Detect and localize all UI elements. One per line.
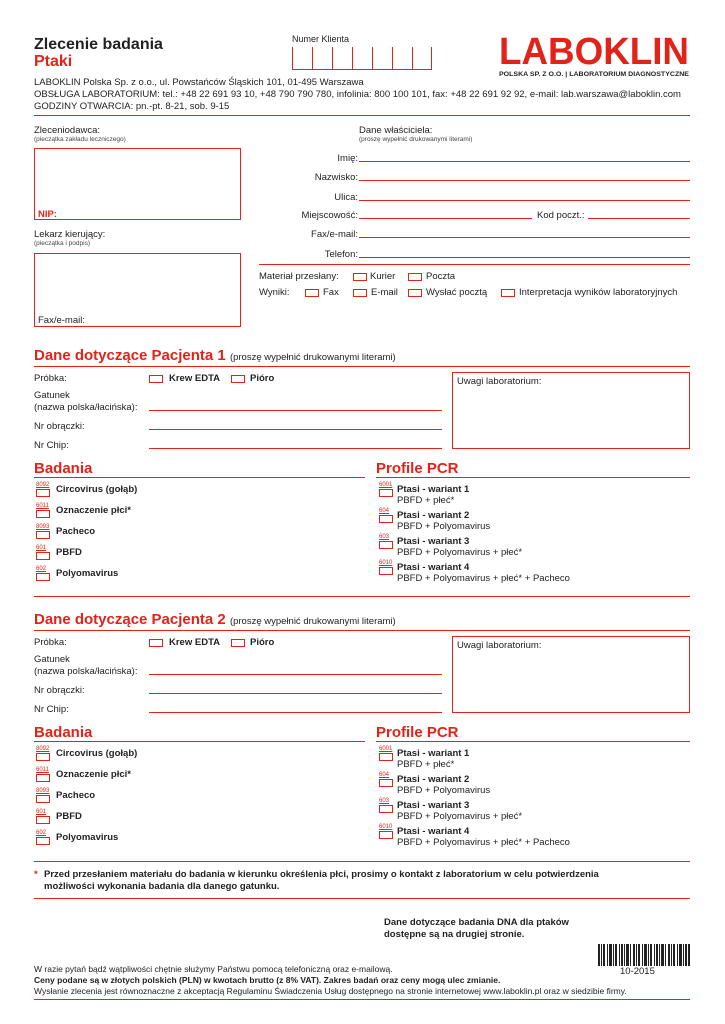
- lab-hours: GODZINY OTWARCIA: pn.-pt. 8-21, sob. 9-15: [34, 101, 230, 112]
- p2-profile-desc: PBFD + Polyomavirus + płeć*: [397, 811, 523, 822]
- form-title: Zlecenie badania: [34, 36, 163, 53]
- p1-test-name: Polyomavirus: [56, 568, 119, 579]
- p2-profile-checkbox-6010[interactable]: [379, 831, 393, 839]
- first-name-label: Imię:: [337, 153, 358, 164]
- lab-address: LABOKLIN Polska Sp. z o.o., ul. Powstańców Śląskich 101, 01-495 Warszawa: [34, 77, 364, 88]
- p1-profile-checkbox-603[interactable]: [379, 541, 393, 549]
- patient2-note: (proszę wypełnić drukowanymi literami): [229, 616, 396, 627]
- p1-lab-notes-label: Uwagi laboratorium:: [457, 376, 542, 387]
- p1-test-checkbox-8093[interactable]: [36, 531, 50, 539]
- p1-test-code: 602: [36, 566, 47, 572]
- p2-test-name: PBFD: [56, 811, 82, 822]
- p1-profile-desc: PBFD + Polyomavirus + płeć*: [397, 547, 523, 558]
- last-name-field[interactable]: [359, 180, 690, 181]
- divider: [34, 741, 365, 742]
- results-fax-checkbox[interactable]: [305, 289, 319, 297]
- divider: [376, 741, 690, 742]
- p1-edta-label: Krew EDTA: [169, 373, 221, 384]
- form-subtitle: Ptaki: [34, 53, 73, 70]
- p2-test-checkbox-8092[interactable]: [36, 753, 50, 761]
- street-field[interactable]: [359, 200, 690, 201]
- p1-test-name: Circovirus (gołąb): [56, 484, 138, 495]
- p1-profile-name: Ptasi - wariant 4: [397, 562, 470, 573]
- p1-species-sublabel: (nazwa polska/łacińska):: [34, 402, 138, 413]
- p2-test-code: 8092: [36, 746, 50, 752]
- client-number-field[interactable]: [292, 47, 432, 70]
- p2-profile-code: 603: [379, 798, 390, 804]
- p1-chip-label: Nr Chip:: [34, 440, 69, 451]
- p1-ring-field[interactable]: [149, 429, 442, 430]
- p1-profile-checkbox-6010[interactable]: [379, 567, 393, 575]
- p2-test-checkbox-602[interactable]: [36, 837, 50, 845]
- doctor-sublabel: (pieczątka i podpis): [34, 240, 90, 247]
- patient2-heading: Dane dotyczące Pacjenta 2: [34, 611, 226, 628]
- interpretation-checkbox[interactable]: [501, 289, 515, 297]
- p2-test-code: 8093: [36, 788, 50, 794]
- phone-label: Telefon:: [324, 249, 358, 260]
- p1-test-checkbox-8092[interactable]: [36, 489, 50, 497]
- p1-profile-name: Ptasi - wariant 2: [397, 510, 470, 521]
- p1-test-name: Oznaczenie płci*: [56, 505, 131, 516]
- post-label: Poczta: [426, 271, 456, 282]
- p2-profile-checkbox-604[interactable]: [379, 779, 393, 787]
- divider: [34, 898, 690, 899]
- footer-line3: Wysłanie zlecenia jest równoznaczne z akceptacją Regulaminu Świadczenia Usług dostępnego na stronie internetowej www.laboklin.pl oraz w siedzibie firmy.: [34, 986, 627, 996]
- p2-profile-desc: PBFD + Polyomavirus + płeć* + Pacheco: [397, 837, 570, 848]
- results-mail-label: Wysłać pocztą: [426, 287, 488, 298]
- footer-divider: [34, 999, 690, 1000]
- form-version: 10-2015: [620, 966, 655, 977]
- p1-profile-desc: PBFD + Polyomavirus: [397, 521, 491, 532]
- p1-species-field[interactable]: [149, 410, 442, 411]
- p2-profile-checkbox-6001[interactable]: [379, 753, 393, 761]
- p2-tests-title: Badania: [34, 724, 93, 741]
- p2-lab-notes-label: Uwagi laboratorium:: [457, 640, 542, 651]
- p2-species-label: Gatunek: [34, 654, 70, 665]
- post-checkbox[interactable]: [408, 273, 422, 281]
- p1-test-checkbox-6011[interactable]: [36, 510, 50, 518]
- p1-profile-code: 603: [379, 534, 390, 540]
- p2-profile-code: 6001: [379, 746, 393, 752]
- p1-test-checkbox-601[interactable]: [36, 552, 50, 560]
- lab-service: OBSŁUGA LABORATORIUM: tel.: +48 22 691 93 10, +48 790 790 780, infolinia: 800 100 101, fax: +48 22 691 92 92, e-mail: lab.warszawa@laboklin.com: [34, 89, 681, 100]
- patient2-title: [34, 611, 396, 628]
- footnote-star: *: [34, 869, 38, 880]
- city-field[interactable]: [359, 218, 532, 219]
- footer-line1: W razie pytań bądź wątpliwości chętnie służymy Państwu pomocą telefoniczną oraz e-mailową.: [34, 964, 393, 974]
- p2-test-name: Oznaczenie płci*: [56, 769, 131, 780]
- p2-profile-code: 6010: [379, 824, 393, 830]
- p2-test-code: 6011: [36, 767, 49, 773]
- p1-tests-title: Badania: [34, 460, 93, 477]
- laboklin-logo: [498, 30, 692, 80]
- logo-wordmark: LABOKLIN: [499, 31, 689, 73]
- p2-feather-checkbox[interactable]: [231, 639, 245, 647]
- p1-test-code: 6011: [36, 503, 49, 509]
- divider: [376, 477, 690, 478]
- orderer-fax-label: Fax/e-mail:: [38, 315, 85, 326]
- p2-sample-label: Próbka:: [34, 637, 67, 648]
- results-email-label: E-mail: [371, 287, 398, 298]
- city-label: Miejscowość:: [301, 210, 358, 221]
- p1-feather-label: Pióro: [250, 373, 275, 384]
- p2-feather-label: Pióro: [250, 637, 275, 648]
- results-mail-checkbox[interactable]: [408, 289, 422, 297]
- p1-species-label: Gatunek: [34, 390, 70, 401]
- footnote-line2: możliwości wykonania badania dla danego gatunku.: [44, 881, 280, 892]
- p2-profile-checkbox-603[interactable]: [379, 805, 393, 813]
- p1-profile-name: Ptasi - wariant 1: [397, 484, 470, 495]
- footer-line2: Ceny podane są w złotych polskich (PLN) w kwotach brutto (z 8% VAT). Zakres badań oraz ceny mogą ulec zmianie.: [34, 975, 501, 985]
- p2-test-checkbox-6011[interactable]: [36, 774, 50, 782]
- owner-sublabel: (proszę wypełnić drukowanymi literami): [359, 136, 473, 143]
- p1-profile-code: 604: [379, 508, 390, 514]
- p1-test-name: Pacheco: [56, 526, 96, 537]
- p1-test-name: PBFD: [56, 547, 82, 558]
- p2-edta-label: Krew EDTA: [169, 637, 221, 648]
- divider: [34, 366, 690, 367]
- nip-label: NIP:: [38, 209, 57, 220]
- dna-note-line2: dostępne są na drugiej stronie.: [384, 929, 525, 940]
- p1-test-checkbox-602[interactable]: [36, 573, 50, 581]
- p2-profile-name: Ptasi - wariant 4: [397, 826, 470, 837]
- logo-tagline: POLSKA SP. Z O.O. | LABORATORIUM DIAGNOSTYCZNE: [499, 71, 690, 78]
- client-number-label: Numer Klienta: [292, 34, 350, 44]
- results-email-checkbox[interactable]: [353, 289, 367, 297]
- p2-ring-label: Nr obrączki:: [34, 685, 85, 696]
- courier-checkbox[interactable]: [353, 273, 367, 281]
- p2-chip-field[interactable]: [149, 712, 442, 713]
- phone-field[interactable]: [359, 257, 690, 258]
- p2-species-field[interactable]: [149, 674, 442, 675]
- last-name-label: Nazwisko:: [314, 172, 358, 183]
- orderer-sublabel: (pieczątka zakładu leczniczego): [34, 136, 126, 143]
- p1-test-code: 8092: [36, 482, 50, 488]
- p1-test-code: 8093: [36, 524, 50, 530]
- p1-ring-label: Nr obrączki:: [34, 421, 85, 432]
- material-label: Materiał przesłany:: [259, 271, 339, 282]
- divider: [34, 630, 690, 631]
- p1-test-code: 601: [36, 545, 47, 551]
- barcode-icon: [598, 944, 690, 966]
- p2-test-checkbox-8093[interactable]: [36, 795, 50, 803]
- p1-profile-code: 6010: [379, 560, 393, 566]
- p1-sample-label: Próbka:: [34, 373, 67, 384]
- p1-feather-checkbox[interactable]: [231, 375, 245, 383]
- p2-profile-name: Ptasi - wariant 3: [397, 800, 470, 811]
- p2-profile-code: 604: [379, 772, 390, 778]
- p2-test-name: Pacheco: [56, 790, 96, 801]
- p2-ring-field[interactable]: [149, 693, 442, 694]
- divider: [34, 477, 365, 478]
- postal-field[interactable]: [588, 218, 690, 219]
- street-label: Ulica:: [334, 192, 358, 203]
- p1-profile-checkbox-6001[interactable]: [379, 489, 393, 497]
- interpretation-label: Interpretacja wyników laboratoryjnych: [519, 287, 678, 298]
- p2-test-checkbox-601[interactable]: [36, 816, 50, 824]
- p1-edta-checkbox[interactable]: [149, 375, 163, 383]
- p1-profile-desc: PBFD + płeć*: [397, 495, 455, 506]
- divider: [34, 861, 690, 862]
- divider: [259, 264, 690, 265]
- p2-test-code: 602: [36, 830, 47, 836]
- first-name-field[interactable]: [359, 161, 690, 162]
- owner-fax-field[interactable]: [359, 237, 690, 238]
- doctor-label: Lekarz kierujący:: [34, 229, 106, 240]
- orderer-label: Zleceniodawca:: [34, 125, 101, 136]
- patient1-title: [34, 347, 396, 364]
- divider: [34, 115, 690, 116]
- p2-chip-label: Nr Chip:: [34, 704, 69, 715]
- results-label: Wyniki:: [259, 287, 290, 298]
- footnote-line1: Przed przesłaniem materiału do badania w kierunku określenia płci, prosimy o kontakt z laboratorium w celu potwierdzenia: [44, 869, 599, 880]
- p2-profile-name: Ptasi - wariant 1: [397, 748, 470, 759]
- p1-profile-desc: PBFD + Polyomavirus + płeć* + Pacheco: [397, 573, 570, 584]
- p1-profile-name: Ptasi - wariant 3: [397, 536, 470, 547]
- p1-profiles-title: Profile PCR: [376, 460, 459, 477]
- p2-edta-checkbox[interactable]: [149, 639, 163, 647]
- results-fax-label: Fax: [323, 287, 339, 298]
- p2-test-name: Circovirus (gołąb): [56, 748, 138, 759]
- p1-chip-field[interactable]: [149, 448, 442, 449]
- p1-profile-checkbox-604[interactable]: [379, 515, 393, 523]
- p2-profile-desc: PBFD + płeć*: [397, 759, 455, 770]
- p2-profile-desc: PBFD + Polyomavirus: [397, 785, 491, 796]
- owner-fax-label: Fax/e-mail:: [311, 229, 358, 240]
- p2-test-code: 601: [36, 809, 47, 815]
- courier-label: Kurier: [370, 271, 396, 282]
- divider: [34, 596, 690, 597]
- dna-note-line1: Dane dotyczące badania DNA dla ptaków: [384, 917, 569, 928]
- postal-label: Kod poczt.:: [537, 210, 585, 221]
- patient1-note: (proszę wypełnić drukowanymi literami): [229, 352, 396, 363]
- patient1-heading: Dane dotyczące Pacjenta 1: [34, 347, 226, 364]
- owner-label: Dane właściciela:: [359, 125, 433, 136]
- p2-species-sublabel: (nazwa polska/łacińska):: [34, 666, 138, 677]
- p2-test-name: Polyomavirus: [56, 832, 119, 843]
- p2-profiles-title: Profile PCR: [376, 724, 459, 741]
- p2-profile-name: Ptasi - wariant 2: [397, 774, 470, 785]
- p1-profile-code: 6001: [379, 482, 393, 488]
